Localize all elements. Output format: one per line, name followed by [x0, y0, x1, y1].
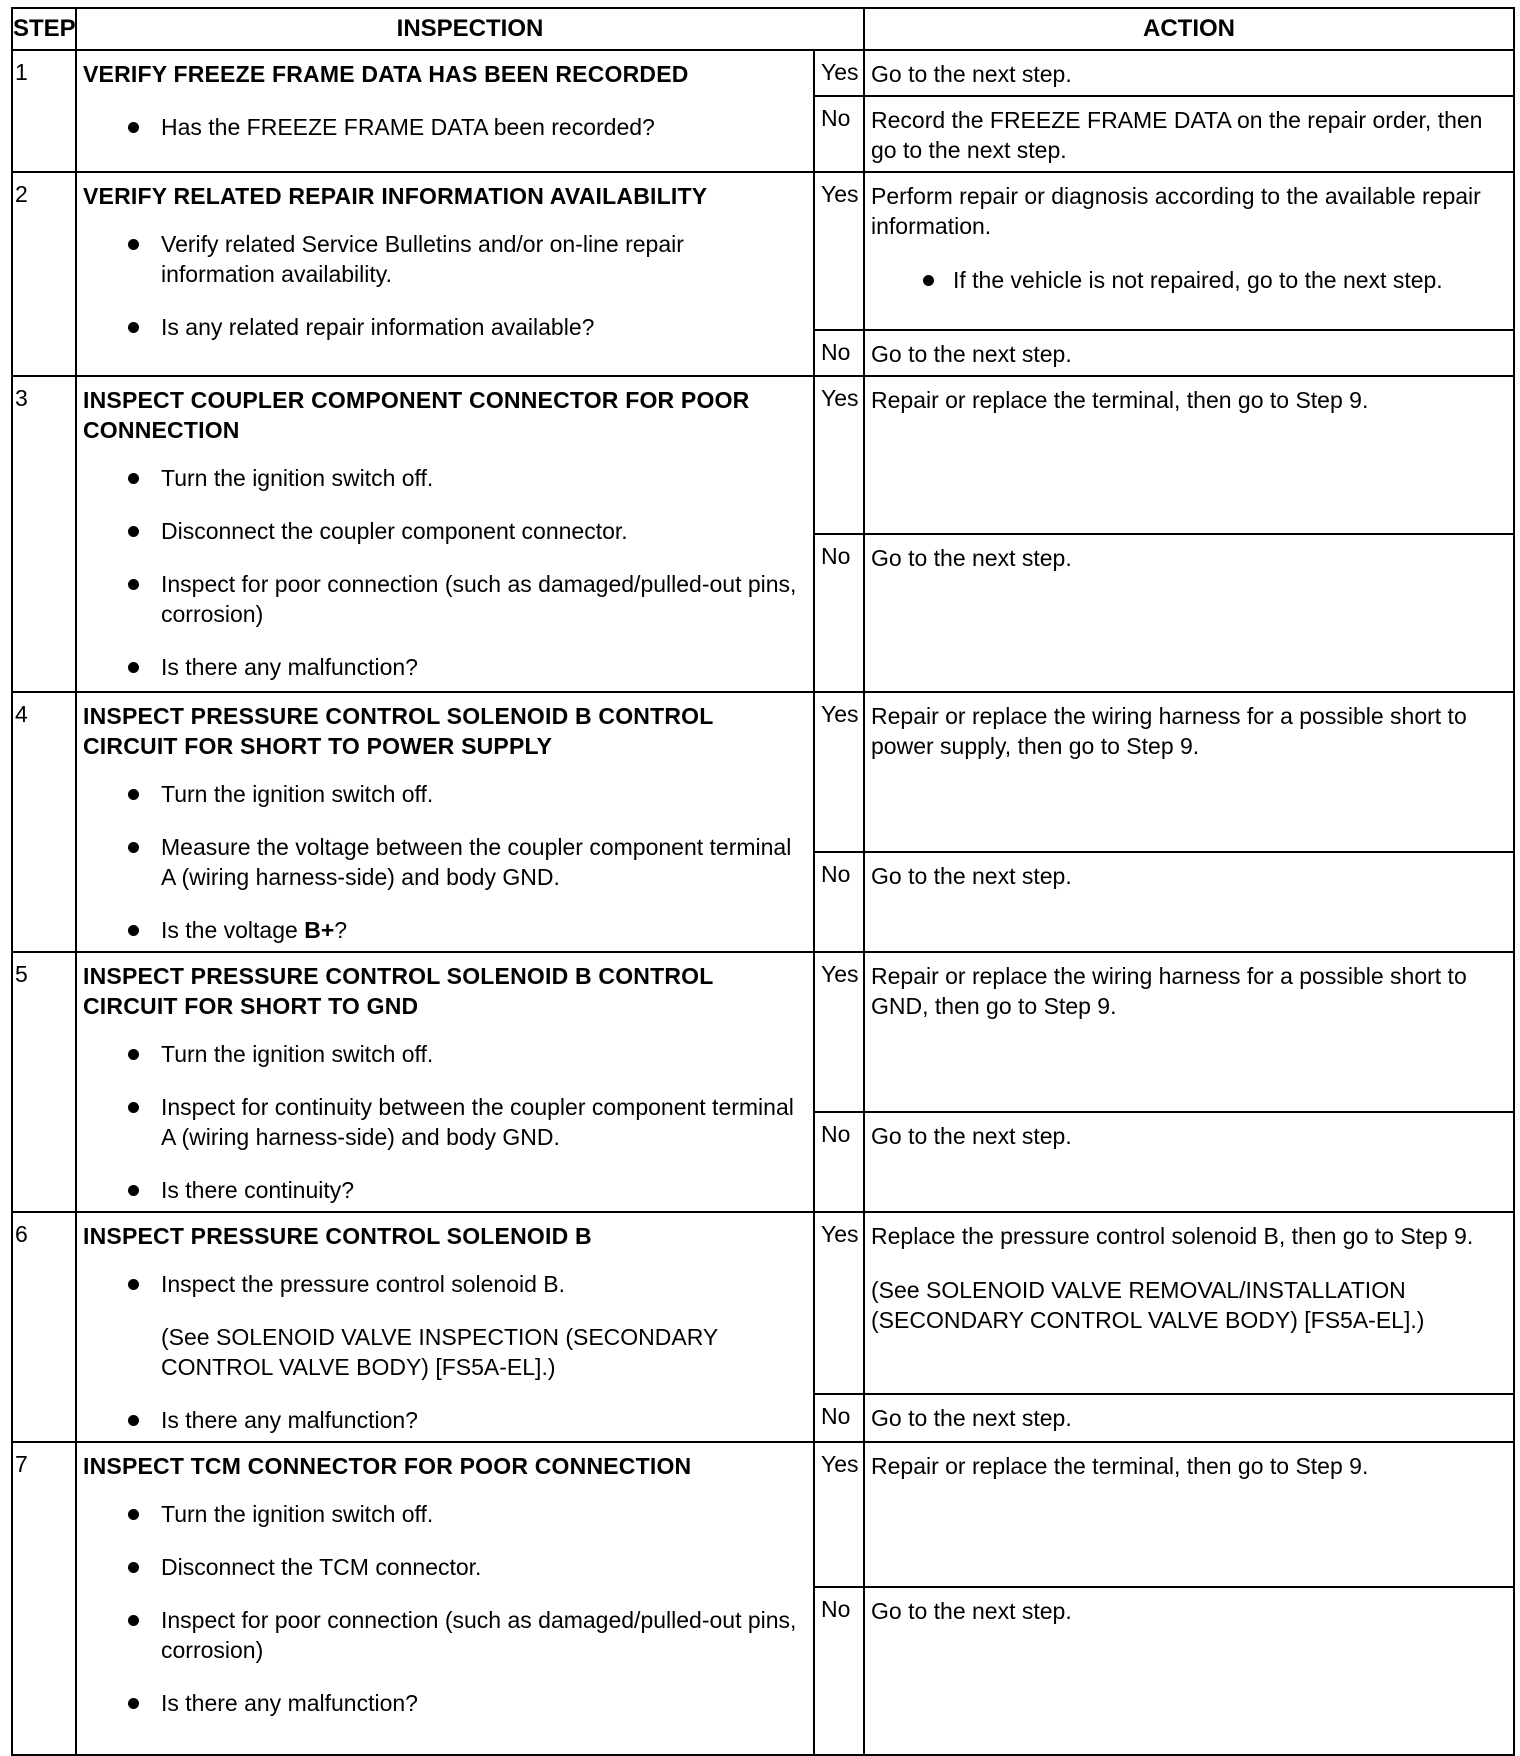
step-number: 4: [12, 692, 76, 952]
diagnostic-procedure-table: [11, 7, 1515, 1756]
bullet-item: Is there any malfunction?: [83, 652, 803, 682]
bullet-item: Measure the voltage between the coupler component terminal A (wiring harness-side) and body GND.: [83, 832, 803, 892]
yes-action: Repair or replace the terminal, then go to Step 9.: [864, 376, 1514, 534]
bullet-item: Disconnect the coupler component connector.: [83, 516, 803, 546]
step-2-inspection: [76, 172, 814, 376]
step-7-inspection: [76, 1442, 814, 1755]
step-title: INSPECT PRESSURE CONTROL SOLENOID B: [83, 1223, 592, 1249]
yes-action: Repair or replace the terminal, then go to Step 9.: [864, 1442, 1514, 1587]
no-label: No: [814, 1394, 864, 1442]
bullet-item: [83, 915, 803, 945]
step-3-yes-row: [12, 376, 1514, 534]
header-inspection: INSPECTION: [76, 8, 864, 50]
yes-action-bullet: If the vehicle is not repaired, go to the next step.: [871, 265, 1507, 295]
step-number: 1: [12, 50, 76, 172]
yes-action: Perform repair or diagnosis according to the available repair information.: [871, 183, 1481, 239]
bullet-item: Is any related repair information available?: [83, 312, 803, 342]
step-2-yes-row: [12, 172, 1514, 330]
step-4-inspection: [76, 692, 814, 952]
bullet-item: Is there continuity?: [83, 1175, 803, 1205]
step-7-yes-row: [12, 1442, 1514, 1587]
yes-label: Yes: [814, 50, 864, 96]
step-title: INSPECT TCM CONNECTOR FOR POOR CONNECTION: [83, 1453, 692, 1479]
step-number: 7: [12, 1442, 76, 1755]
bullet-item: Turn the ignition switch off.: [83, 463, 803, 493]
step-3-inspection: [76, 376, 814, 692]
no-label: No: [814, 96, 864, 172]
yes-action: Go to the next step.: [864, 50, 1514, 96]
header-step: STEP: [12, 8, 76, 50]
step-4-yes-row: [12, 692, 1514, 852]
yes-label: Yes: [814, 952, 864, 1112]
step-title: INSPECT COUPLER COMPONENT CONNECTOR FOR POOR CONNECTION: [83, 387, 750, 443]
step-6-yes-row: [12, 1212, 1514, 1394]
bullet-item: Inspect for continuity between the coupler component terminal A (wiring harness-side) and body GND.: [83, 1092, 803, 1152]
step-5-inspection: [76, 952, 814, 1212]
bullet-item: Inspect the pressure control solenoid B.: [83, 1269, 803, 1299]
no-action: Go to the next step.: [864, 1394, 1514, 1442]
bullet-item: Is there any malfunction?: [83, 1405, 803, 1435]
step-6-inspection: [76, 1212, 814, 1442]
step-title: VERIFY FREEZE FRAME DATA HAS BEEN RECORDED: [83, 61, 689, 87]
step-5-yes-row: [12, 952, 1514, 1112]
yes-label: Yes: [814, 1212, 864, 1394]
yes-action: Replace the pressure control solenoid B, then go to Step 9.: [871, 1223, 1474, 1249]
yes-action: Repair or replace the wiring harness for a possible short to power supply, then go to Step 9.: [864, 692, 1514, 852]
step-title: INSPECT PRESSURE CONTROL SOLENOID B CONTROL CIRCUIT FOR SHORT TO GND: [83, 963, 714, 1019]
yes-label: Yes: [814, 692, 864, 852]
step-number: 5: [12, 952, 76, 1212]
no-label: No: [814, 534, 864, 692]
step-title: INSPECT PRESSURE CONTROL SOLENOID B CONTROL CIRCUIT FOR SHORT TO POWER SUPPLY: [83, 703, 714, 759]
header-action: ACTION: [864, 8, 1514, 50]
no-action: Go to the next step.: [864, 330, 1514, 376]
yes-label: Yes: [814, 172, 864, 330]
bullet-item: Has the FREEZE FRAME DATA been recorded?: [83, 112, 803, 142]
yes-label: Yes: [814, 376, 864, 534]
bullet-item: Verify related Service Bulletins and/or on-line repair information availability.: [83, 229, 803, 289]
reference-note: (See SOLENOID VALVE INSPECTION (SECONDARY CONTROL VALVE BODY) [FS5A-EL].): [161, 1324, 718, 1380]
no-action: Go to the next step.: [864, 1112, 1514, 1212]
no-label: No: [814, 330, 864, 376]
yes-action-note: (See SOLENOID VALVE REMOVAL/INSTALLATION (SECONDARY CONTROL VALVE BODY) [FS5A-EL].): [871, 1277, 1425, 1333]
bullet-item: Inspect for poor connection (such as damaged/pulled-out pins, corrosion): [83, 1605, 803, 1665]
step-title: VERIFY RELATED REPAIR INFORMATION AVAILABILITY: [83, 183, 708, 209]
step-1-inspection: [76, 50, 814, 172]
header-row: [12, 8, 1514, 50]
step-number: 2: [12, 172, 76, 376]
no-action: Go to the next step.: [864, 1587, 1514, 1755]
yes-label: Yes: [814, 1442, 864, 1587]
bullet-item: Turn the ignition switch off.: [83, 779, 803, 809]
no-action: Go to the next step.: [864, 852, 1514, 952]
yes-action-cell: [864, 172, 1514, 330]
no-action: Go to the next step.: [864, 534, 1514, 692]
yes-action-cell: [864, 1212, 1514, 1394]
bullet-item: Inspect for poor connection (such as damaged/pulled-out pins, corrosion): [83, 569, 803, 629]
no-action: Record the FREEZE FRAME DATA on the repair order, then go to the next step.: [864, 96, 1514, 172]
bullet-item: Is there any malfunction?: [83, 1688, 803, 1718]
bullet-item: Turn the ignition switch off.: [83, 1039, 803, 1069]
no-label: No: [814, 1112, 864, 1212]
yes-action: Repair or replace the wiring harness for a possible short to GND, then go to Step 9.: [864, 952, 1514, 1112]
question-value: B+: [304, 917, 335, 943]
question-suffix: ?: [334, 917, 348, 943]
step-number: 3: [12, 376, 76, 692]
bullet-item: Disconnect the TCM connector.: [83, 1552, 803, 1582]
no-label: No: [814, 1587, 864, 1755]
no-label: No: [814, 852, 864, 952]
bullet-item: Turn the ignition switch off.: [83, 1499, 803, 1529]
question-text: Is the voltage: [161, 917, 305, 943]
step-1-yes-row: [12, 50, 1514, 96]
step-number: 6: [12, 1212, 76, 1442]
